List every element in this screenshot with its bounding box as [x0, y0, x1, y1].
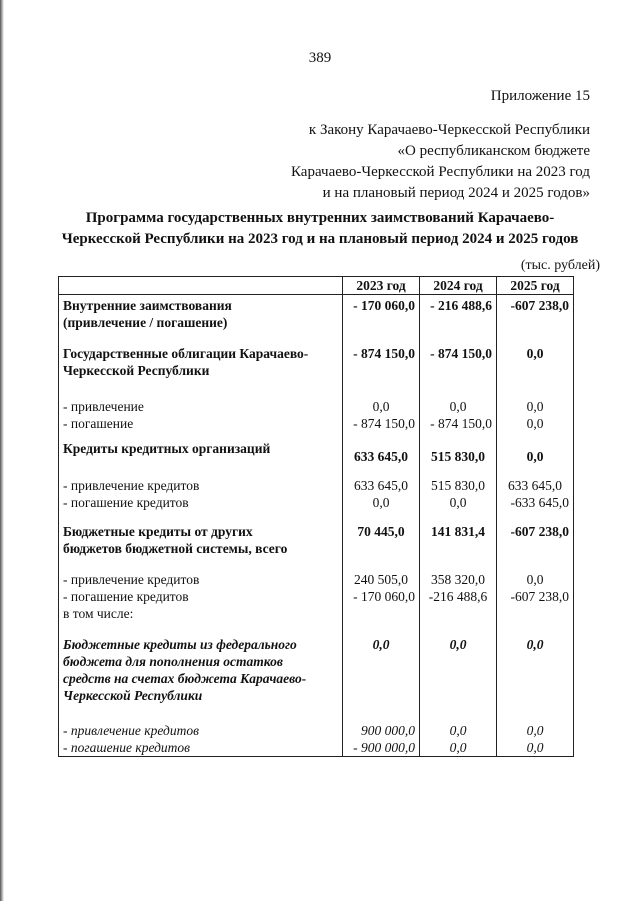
value-2024: 0,0: [420, 739, 497, 757]
spacer-row: [59, 704, 574, 722]
header-cell: 2023 год: [343, 277, 420, 295]
row-label: в том числе:: [59, 605, 343, 622]
value-2024: 0,0: [420, 722, 497, 739]
row-label-line: Черкесской Республики: [63, 363, 210, 378]
value-2025: 0,0: [497, 739, 574, 757]
value-2025: 0,0: [497, 440, 574, 465]
row-label: [59, 345, 343, 379]
table-row: [59, 605, 574, 622]
value-2025: 0,0: [497, 571, 574, 588]
row-label: - привлечение кредитов: [59, 477, 343, 494]
row-label-line: бюджетов бюджетной системы, всего: [63, 541, 288, 556]
table-row: [59, 722, 574, 739]
value-2025: -607 238,0: [497, 523, 574, 557]
value-2024: 0,0: [420, 494, 497, 511]
law-ref-line: Карачаево-Черкесской Республики на 2023 год: [291, 164, 590, 180]
row-label: - погашение кредитов: [59, 739, 343, 757]
value-2023: 70 445,0: [343, 523, 420, 557]
title-line: Черкесской Республики на 2023 год и на плановый период 2024 и 2025 годов: [61, 231, 579, 247]
row-label: [59, 523, 343, 557]
row-label-line: Черкесской Республики: [63, 688, 203, 703]
value-2023: 0,0: [343, 398, 420, 415]
row-label: [59, 295, 343, 332]
row-label: Кредиты кредитных организаций: [59, 440, 343, 465]
value-2024: -216 488,6: [420, 588, 497, 605]
value-2025: 0,0: [497, 722, 574, 739]
row-label-line: Бюджетные кредиты из федерального: [63, 637, 297, 652]
borrowing-table: [58, 276, 574, 757]
value-2024: 358 320,0: [420, 571, 497, 588]
table-row: [59, 477, 574, 494]
row-label: - привлечение кредитов: [59, 571, 343, 588]
value-2024: - 216 488,6: [420, 295, 497, 332]
table-row: [59, 398, 574, 415]
value-2023: - 874 150,0: [343, 345, 420, 379]
table-row: [59, 739, 574, 757]
title-line: Программа государственных внутренних заимствований Карачаево-: [85, 210, 555, 226]
value-2024: 0,0: [420, 398, 497, 415]
value-2025: 633 645,0: [497, 477, 574, 494]
document-title: [40, 208, 600, 250]
spacer-row: [59, 379, 574, 398]
value-2025: -607 238,0: [497, 588, 574, 605]
unit-label: (тыс. рублей): [520, 258, 600, 273]
table-row: [59, 571, 574, 588]
value-2023: 633 645,0: [343, 477, 420, 494]
law-ref-line: к Закону Карачаево-Черкесской Республики: [308, 122, 590, 138]
table-row: [59, 494, 574, 511]
row-label-line: Бюджетные кредиты от других: [63, 524, 253, 539]
table-row: [59, 440, 574, 465]
value-2025: 0,0: [497, 636, 574, 704]
table-row: [59, 523, 574, 557]
row-label-line: бюджета для пополнения остатков: [63, 654, 283, 669]
spacer-row: [59, 622, 574, 636]
row-label: - привлечение: [59, 398, 343, 415]
row-label: - погашение кредитов: [59, 494, 343, 511]
row-label-line: Государственные облигации Карачаево-: [63, 346, 309, 361]
scan-edge: [0, 0, 4, 901]
value-2023: - 170 060,0: [343, 588, 420, 605]
value-2025: 0,0: [497, 415, 574, 432]
table-row: [59, 295, 574, 332]
spacer-row: [59, 557, 574, 571]
law-ref-line: и на плановый период 2024 и 2025 годов»: [322, 185, 590, 201]
value-2024: - 874 150,0: [420, 345, 497, 379]
value-2025: 0,0: [497, 345, 574, 379]
value-2024: 141 831,4: [420, 523, 497, 557]
value-2024: - 874 150,0: [420, 415, 497, 432]
header-cell: 2025 год: [497, 277, 574, 295]
law-reference: [291, 120, 590, 204]
appendix-label: Приложение 15: [490, 88, 590, 104]
row-label: - погашение кредитов: [59, 588, 343, 605]
law-ref-line: «О республиканском бюджете: [397, 143, 590, 159]
value-2023: 900 000,0: [343, 722, 420, 739]
page-number: 389: [308, 50, 332, 66]
row-label-line: Внутренние заимствования: [63, 298, 232, 313]
value-2024: 0,0: [420, 636, 497, 704]
spacer-row: [59, 432, 574, 440]
value-2023: - 874 150,0: [343, 415, 420, 432]
spacer-row: [59, 465, 574, 477]
value-2023: 240 505,0: [343, 571, 420, 588]
row-label: - погашение: [59, 415, 343, 432]
value-2023: 633 645,0: [343, 440, 420, 465]
row-label-line: (привлечение / погашение): [63, 315, 228, 330]
table-row: [59, 415, 574, 432]
value-2024: 515 830,0: [420, 477, 497, 494]
spacer-row: [59, 331, 574, 345]
row-label-line: средств на счетах бюджета Карачаево-: [63, 671, 307, 686]
value-2024: 515 830,0: [420, 440, 497, 465]
row-label: [59, 636, 343, 704]
value-2025: -607 238,0: [497, 295, 574, 332]
header-cell: [59, 277, 343, 295]
header-cell: 2024 год: [420, 277, 497, 295]
value-2025: 0,0: [497, 398, 574, 415]
table-header-row: [59, 277, 574, 295]
table-row: [59, 345, 574, 379]
value-2023: 0,0: [343, 636, 420, 704]
value-2023: 0,0: [343, 494, 420, 511]
value-2023: - 900 000,0: [343, 739, 420, 757]
spacer-row: [59, 511, 574, 523]
table-row: [59, 636, 574, 704]
row-label: - привлечение кредитов: [59, 722, 343, 739]
table-row: [59, 588, 574, 605]
value-2023: - 170 060,0: [343, 295, 420, 332]
value-2025: -633 645,0: [497, 494, 574, 511]
